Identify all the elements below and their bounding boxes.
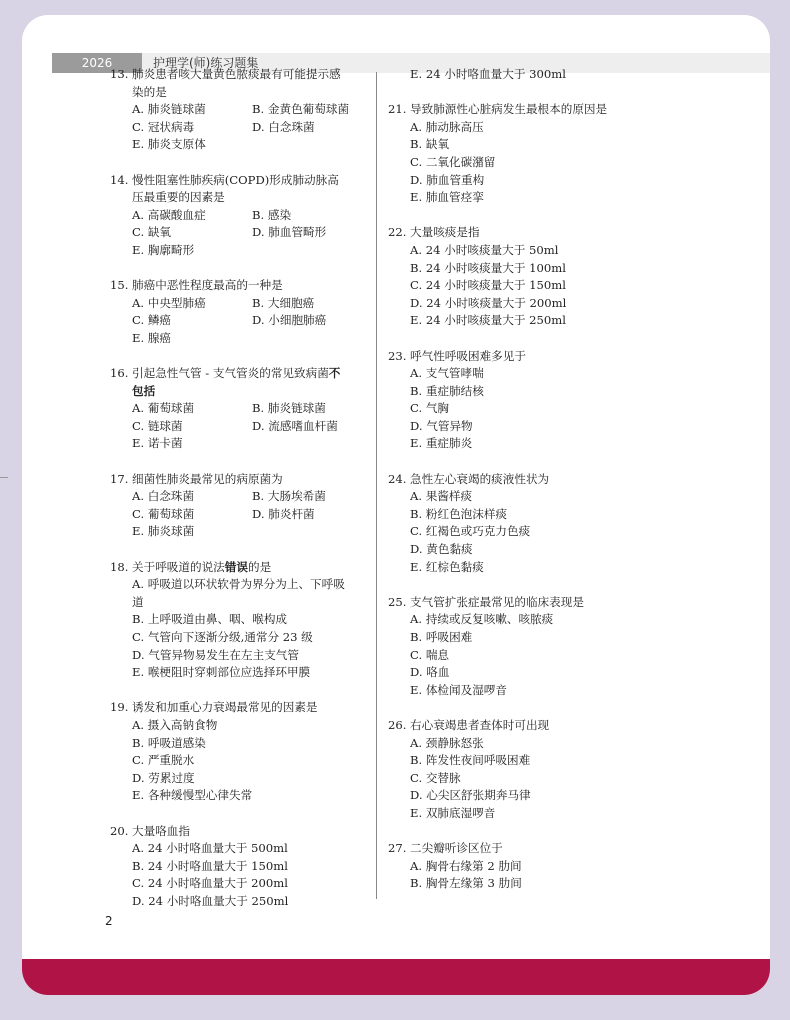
option: B. 呼吸道感染 <box>132 735 206 750</box>
question <box>388 717 638 823</box>
option: E. 重症肺炎 <box>410 436 473 451</box>
question-number: 13. <box>110 67 129 81</box>
options <box>388 365 638 453</box>
option: B. 上呼吸道由鼻、咽、喉构成 <box>132 612 288 627</box>
question <box>110 823 350 911</box>
option: C. 鳞癌 <box>132 313 172 328</box>
options <box>388 242 638 330</box>
option: B. 肺炎链球菌 <box>252 401 326 416</box>
option: B. 24 小时咯血量大于 150ml <box>132 858 289 873</box>
question-stem: 急性左心衰竭的痰液性状为 <box>410 471 550 486</box>
option: E. 肺炎球菌 <box>132 524 195 539</box>
question-number: 24. <box>388 471 407 486</box>
option: E. 24 小时咯血量大于 300ml <box>410 67 566 81</box>
option: A. 肺动脉高压 <box>410 119 484 134</box>
option: D. 小细胞肺癌 <box>252 313 327 328</box>
option: D. 流感嗜血杆菌 <box>252 418 338 433</box>
option: C. 24 小时咯血量大于 200ml <box>132 876 288 891</box>
option: B. 呼吸困难 <box>410 630 473 644</box>
question-stem: 大量咯血指 <box>132 823 190 838</box>
option: D. 24 小时咳痰量大于 200ml <box>410 295 567 310</box>
continued-question <box>388 66 638 84</box>
option: E. 喉梗阻时穿刺部位应选择环甲膜 <box>132 665 311 680</box>
option: A. 呼吸道以环状软骨为界分为上、下呼吸道 <box>132 577 345 609</box>
option: D. 24 小时咯血量大于 250ml <box>132 893 289 908</box>
question-number: 26. <box>388 717 407 732</box>
option: C. 气管向下逐渐分级,通常分 23 级 <box>132 630 313 644</box>
emphasis-keyword: 错误 <box>224 559 248 574</box>
question <box>110 172 350 260</box>
question <box>110 365 350 453</box>
bottom-color-band <box>22 959 770 995</box>
option: C. 24 小时咳痰量大于 150ml <box>410 278 566 293</box>
option: D. 劳累过度 <box>132 770 195 785</box>
option: C. 二氧化碳潴留 <box>410 154 496 169</box>
option: D. 肺血管重构 <box>410 172 485 187</box>
option: E. 体检闻及湿啰音 <box>410 682 507 697</box>
question-stem: 导致肺源性心脏病发生最根本的原因是 <box>410 102 608 117</box>
question-stem: 细菌性肺炎最常见的病原菌为 <box>132 471 283 486</box>
option: E. 肺血管痉挛 <box>410 190 484 205</box>
option: E. 各种缓慢型心律失常 <box>132 788 253 803</box>
options <box>110 840 350 910</box>
question-number: 19. <box>110 700 129 715</box>
trim-mark <box>0 477 8 478</box>
option: B. 胸骨左缘第 3 肋间 <box>410 876 522 891</box>
right-column <box>388 66 638 893</box>
question-number: 23. <box>388 348 407 363</box>
emphasis-keyword: 不包括 <box>132 366 341 398</box>
question-number: 27. <box>388 841 407 856</box>
option: D. 心尖区舒张期奔马律 <box>410 788 531 803</box>
question <box>110 699 350 805</box>
option: B. 金黄色葡萄球菌 <box>252 102 350 117</box>
question-stem: 肺炎患者咳大量黄色脓痰最有可能提示感染的是 <box>132 67 341 99</box>
option: D. 咯血 <box>410 665 450 680</box>
option: A. 颈静脉怒张 <box>410 735 484 750</box>
question <box>388 594 638 700</box>
option: A. 高碳酸血症 <box>132 207 206 222</box>
option: A. 白念珠菌 <box>132 489 195 504</box>
question-stem: 右心衰竭患者查体时可出现 <box>410 717 550 732</box>
options <box>110 717 350 805</box>
option: E. 胸廓畸形 <box>132 242 195 257</box>
question-number: 21. <box>388 102 407 117</box>
option: A. 24 小时咳痰量大于 50ml <box>410 242 559 257</box>
question-stem: 诱发和加重心力衰竭最常见的因素是 <box>132 700 318 715</box>
options <box>388 735 638 823</box>
question-stem: 引起急性气管 - 支气管炎的常见致病菌不包括 <box>132 366 341 398</box>
year-badge: 2026 <box>52 53 142 73</box>
option: B. 大细胞癌 <box>252 295 315 310</box>
option: A. 中央型肺癌 <box>132 295 206 310</box>
question-number: 14. <box>110 172 129 187</box>
option: E. 双肺底湿啰音 <box>410 805 496 820</box>
option: A. 摄入高钠食物 <box>132 717 218 732</box>
option: C. 交替脉 <box>410 770 461 785</box>
options <box>110 101 350 154</box>
question-number: 17. <box>110 471 129 486</box>
options <box>110 488 350 541</box>
options <box>388 119 638 207</box>
left-column <box>110 66 350 911</box>
option: D. 肺炎杆菌 <box>252 506 315 521</box>
option: A. 24 小时咯血量大于 500ml <box>132 841 288 856</box>
option: C. 气胸 <box>410 401 450 416</box>
option: B. 24 小时咳痰量大于 100ml <box>410 260 567 275</box>
option: C. 冠状病毒 <box>132 119 195 134</box>
question-stem: 慢性阻塞性肺疾病(COPD)形成肺动脉高压最重要的因素是 <box>132 172 339 205</box>
options <box>388 858 638 893</box>
question-stem: 呼气性呼吸困难多见于 <box>410 348 526 363</box>
question-stem: 关于呼吸道的说法错误的是 <box>132 559 272 574</box>
option: E. 24 小时咳痰量大于 250ml <box>410 313 566 328</box>
question-stem: 肺癌中恶性程度最高的一种是 <box>132 278 283 293</box>
options <box>110 400 350 453</box>
question-number: 22. <box>388 225 407 240</box>
option: C. 红褐色或巧克力色痰 <box>410 524 531 539</box>
option: C. 缺氧 <box>132 225 172 240</box>
option: D. 气管异物易发生在左主支气管 <box>132 647 299 662</box>
option: B. 阵发性夜间呼吸困难 <box>410 753 531 768</box>
option: E. 诺卡菌 <box>132 436 183 451</box>
options <box>110 207 350 260</box>
question-number: 16. <box>110 366 129 381</box>
options <box>110 576 350 682</box>
question-number: 25. <box>388 594 407 609</box>
column-divider <box>376 72 377 899</box>
option: A. 支气管哮喘 <box>410 366 484 381</box>
option: E. 腺癌 <box>132 330 172 345</box>
option: C. 喘息 <box>410 647 450 662</box>
question <box>110 559 350 682</box>
option: C. 链球菌 <box>132 418 183 433</box>
question <box>110 277 350 347</box>
question <box>388 840 638 893</box>
option: B. 重症肺结核 <box>410 383 484 398</box>
option: C. 严重脱水 <box>132 753 195 768</box>
option: A. 果酱样痰 <box>410 489 473 504</box>
question-number: 18. <box>110 559 129 574</box>
option: D. 黄色黏痰 <box>410 542 473 557</box>
option: A. 葡萄球菌 <box>132 401 195 416</box>
option: A. 胸骨右缘第 2 肋间 <box>410 858 522 873</box>
option: D. 气管异物 <box>410 418 473 433</box>
question-stem: 支气管扩张症最常见的临床表现是 <box>410 594 584 609</box>
option: D. 肺血管畸形 <box>252 225 327 240</box>
question-number: 20. <box>110 823 129 838</box>
option: A. 持续或反复咳嗽、咳脓痰 <box>410 612 554 627</box>
question <box>388 224 638 330</box>
option: A. 肺炎链球菌 <box>132 102 206 117</box>
question-number: 15. <box>110 278 129 293</box>
question <box>388 101 638 207</box>
option: E. 红棕色黏痰 <box>410 559 484 574</box>
question <box>388 348 638 454</box>
question-stem: 二尖瓣听诊区位于 <box>410 841 503 856</box>
option: C. 葡萄球菌 <box>132 506 195 521</box>
question-stem: 大量咳痰是指 <box>410 225 480 240</box>
options <box>388 488 638 576</box>
options <box>110 295 350 348</box>
question <box>110 471 350 541</box>
option: E. 肺炎支原体 <box>132 137 206 152</box>
option: B. 粉红色泡沫样痰 <box>410 506 508 521</box>
book-title: 护理学(师)练习题集 <box>153 56 259 70</box>
page-number: 2 <box>105 914 113 928</box>
options <box>388 611 638 699</box>
option: B. 大肠埃希菌 <box>252 489 326 504</box>
option: B. 感染 <box>252 207 292 222</box>
question <box>110 66 350 154</box>
option: B. 缺氧 <box>410 137 450 152</box>
question <box>388 471 638 577</box>
option: D. 白念珠菌 <box>252 119 315 134</box>
